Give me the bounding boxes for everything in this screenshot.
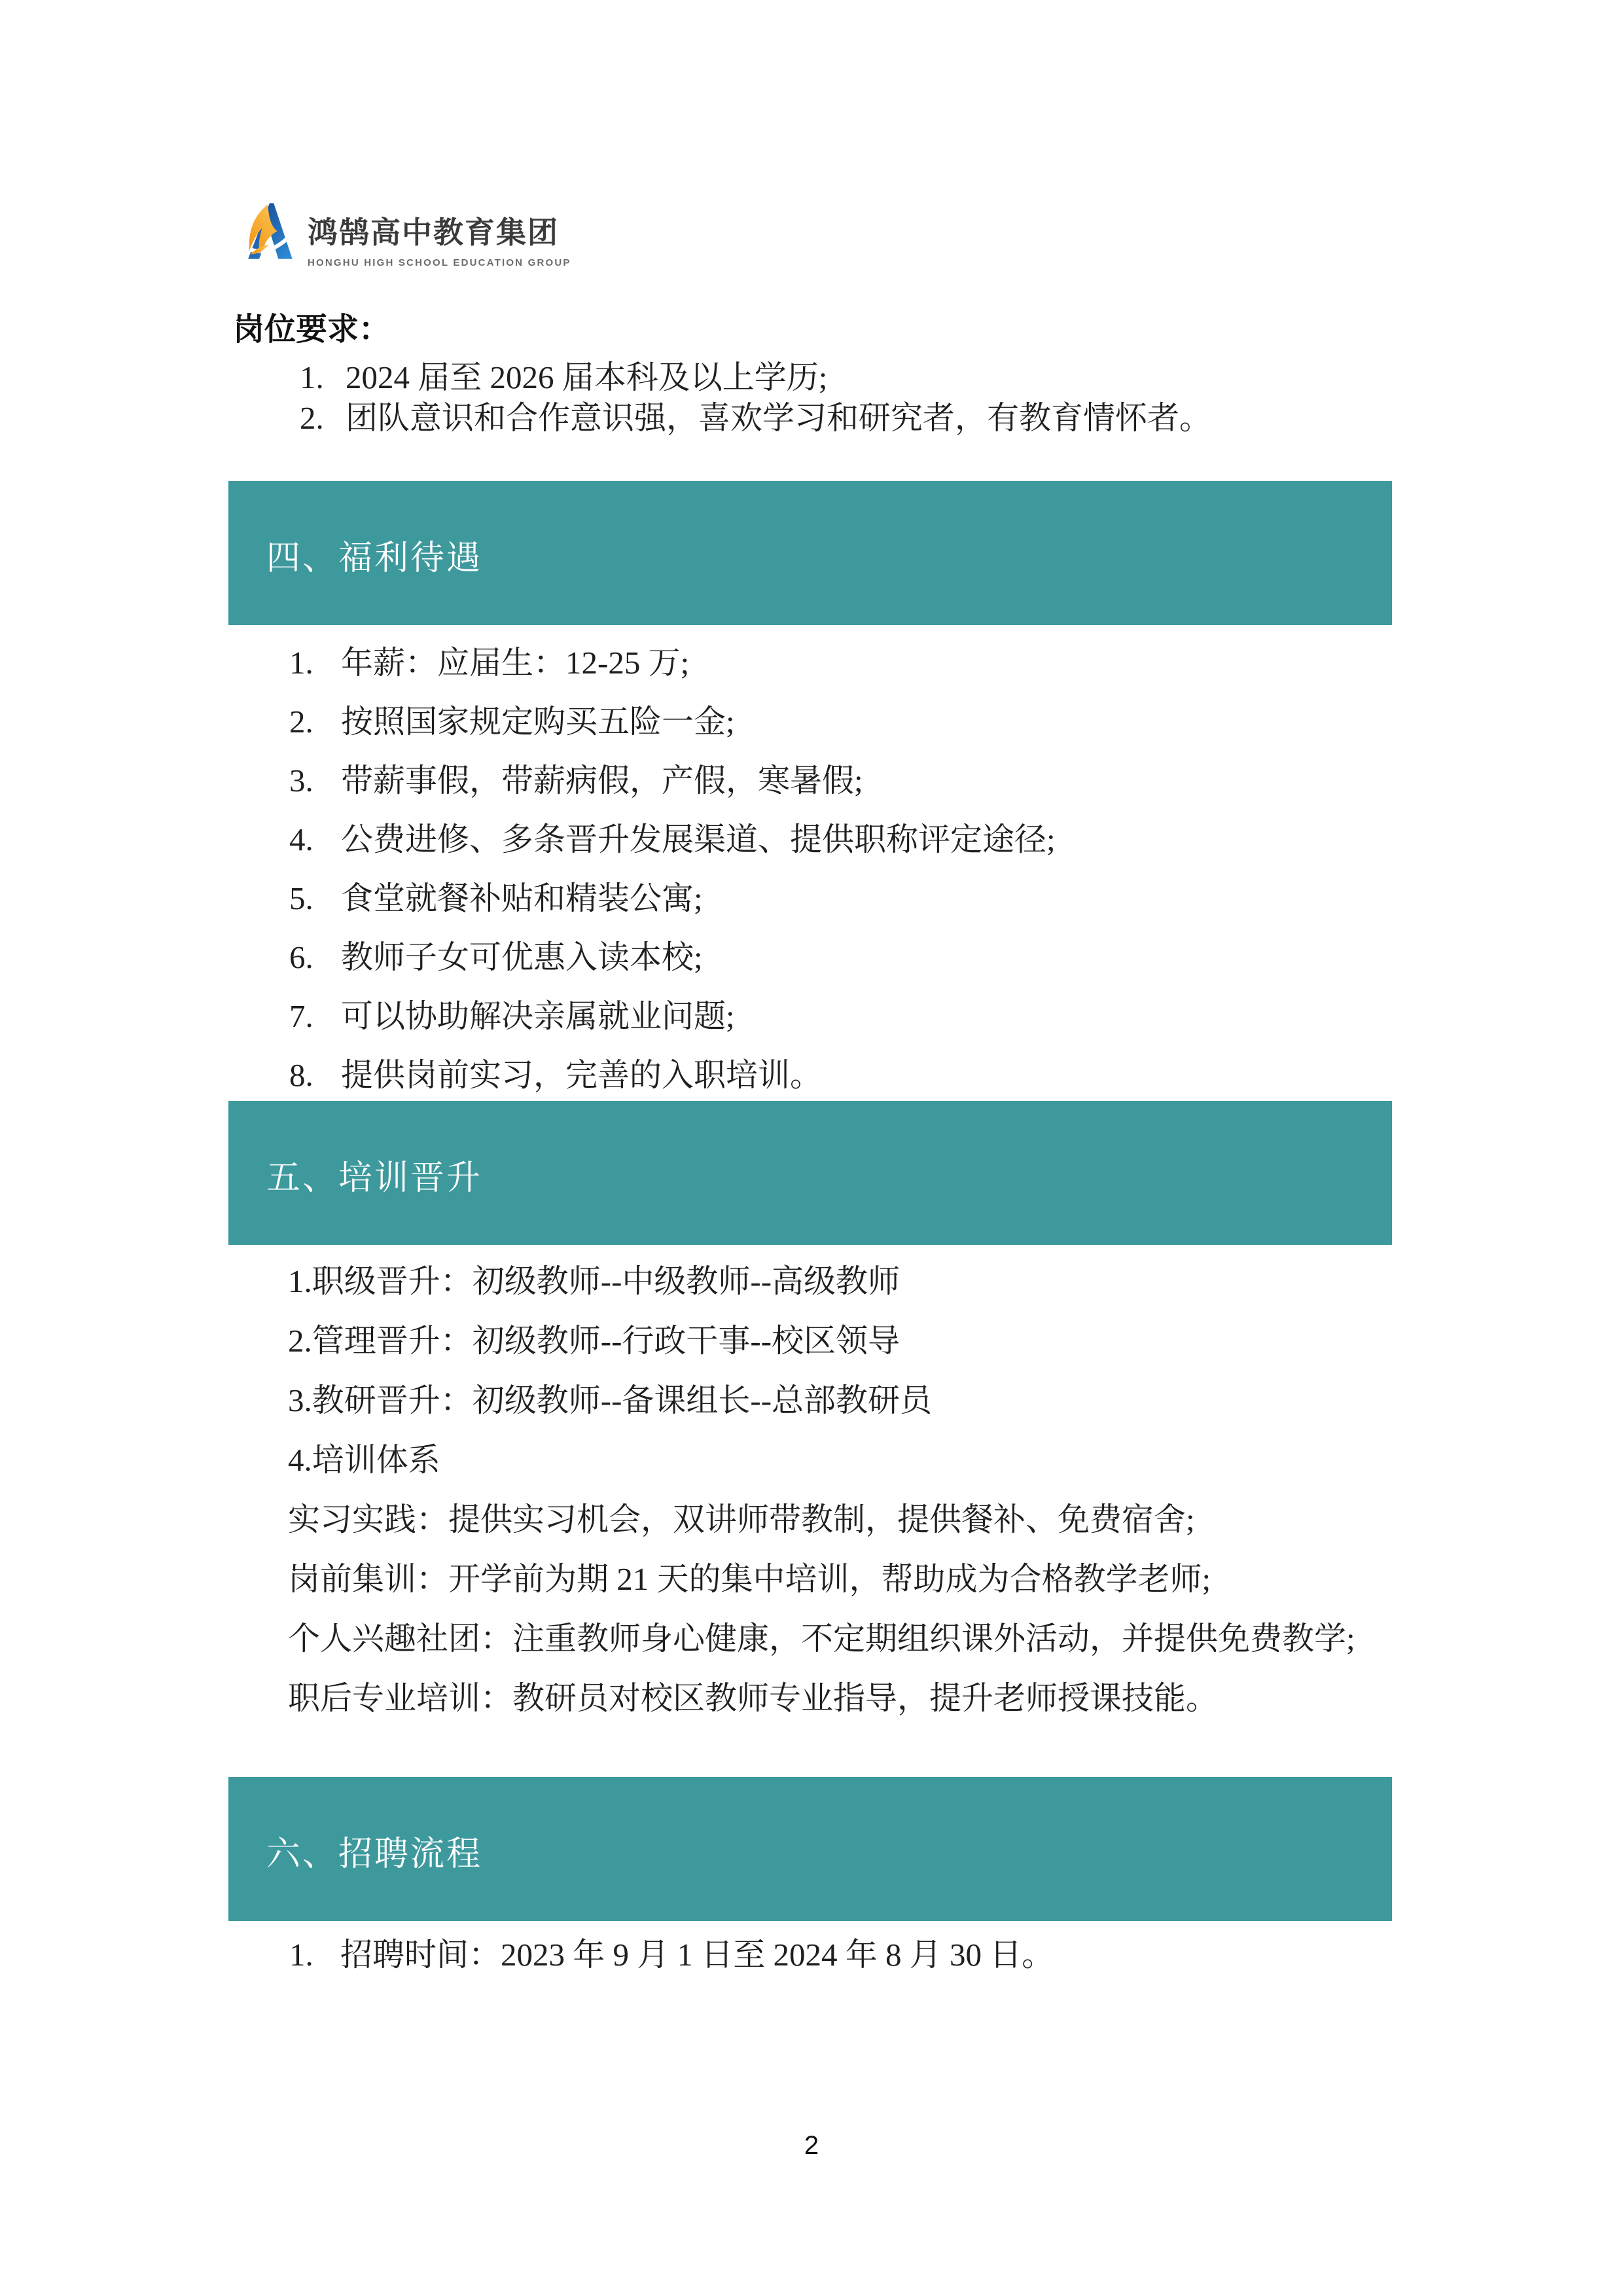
list-item: 岗前集训：开学前为期 21 天的集中培训，帮助成为合格教学老师; [288,1561,1211,1597]
list-item: 4.培训体系 [288,1442,440,1478]
list-item [289,928,1056,987]
logo-icon [243,202,296,260]
training-list [288,1251,1355,1728]
job-requirements-list [300,357,1211,439]
list-item: 3.教研晋升：初级教师--备课组长--总部教研员 [288,1382,933,1418]
list-item [289,987,1056,1046]
list-text: 公费进修、多条晋升发展渠道、提供职称评定途径; [341,821,1056,857]
list-item: 职后专业培训：教研员对校区教师专业指导，提升老师授课技能。 [288,1680,1219,1716]
list-text: 食堂就餐补贴和精装公寓; [341,880,703,916]
list-number: 1. [289,645,313,681]
list-text: 按照国家规定购买五险一金; [341,704,735,740]
list-item [300,357,1211,398]
list-item [289,810,1056,869]
benefits-list [289,634,1056,1105]
list-text: 教师子女可优惠入读本校; [341,939,703,975]
list-item [289,692,1056,751]
list-item [289,751,1056,810]
list-item: 2.管理晋升：初级教师--行政干事--校区领导 [288,1323,901,1359]
list-text: 带薪事假，带薪病假，产假，寒暑假; [341,762,863,798]
job-requirements-heading: 岗位要求： [233,312,391,347]
list-item: 1.职级晋升：初级教师--中级教师--高级教师 [288,1263,901,1299]
section-banner-recruitment [228,1777,1392,1921]
list-number: 7. [289,998,313,1034]
list-number: 8. [289,1057,313,1093]
logo-text [308,202,571,268]
list-number: 1. [289,1937,313,1973]
list-item [289,1046,1056,1105]
list-item [289,1935,1054,1975]
section-title: 四、福利待遇 [266,540,483,577]
section-title: 六、招聘流程 [266,1836,483,1873]
list-number: 2. [289,704,313,740]
list-text: 团队意识和合作意识强，喜欢学习和研究者，有教育情怀者。 [346,400,1212,436]
list-item: 个人兴趣社团：注重教师身心健康，不定期组织课外活动，并提供免费教学; [288,1621,1355,1657]
list-text: 2024 届至 2026 届本科及以上学历; [346,359,828,395]
list-text: 招聘时间：2023 年 9 月 1 日至 2024 年 8 月 30 日。 [340,1937,1054,1973]
logo-subtitle: HONGHU HIGH SCHOOL EDUCATION GROUP [308,257,571,268]
list-number: 3. [289,762,313,798]
list-item [289,634,1056,692]
section-banner-training [228,1101,1392,1245]
list-number: 6. [289,939,313,975]
list-number: 1. [300,359,324,395]
page-number: 2 [804,2131,819,2160]
list-text: 年薪：应届生：12-25 万; [341,645,690,681]
list-text: 提供岗前实习，完善的入职培训。 [341,1057,823,1093]
list-item [300,398,1211,439]
list-number: 4. [289,821,313,857]
list-item: 实习实践：提供实习机会，双讲师带教制，提供餐补、免费宿舍; [288,1501,1195,1537]
logo-title: 鸿鹄高中教育集团 [308,215,559,249]
list-item [289,869,1056,928]
list-number: 5. [289,880,313,916]
list-number: 2. [300,400,324,436]
section-title: 五、培训晋升 [266,1160,483,1197]
list-text: 可以协助解决亲属就业问题; [341,998,735,1034]
section-banner-benefits [228,481,1392,625]
recruitment-list [289,1935,1054,1975]
logo [243,202,571,268]
